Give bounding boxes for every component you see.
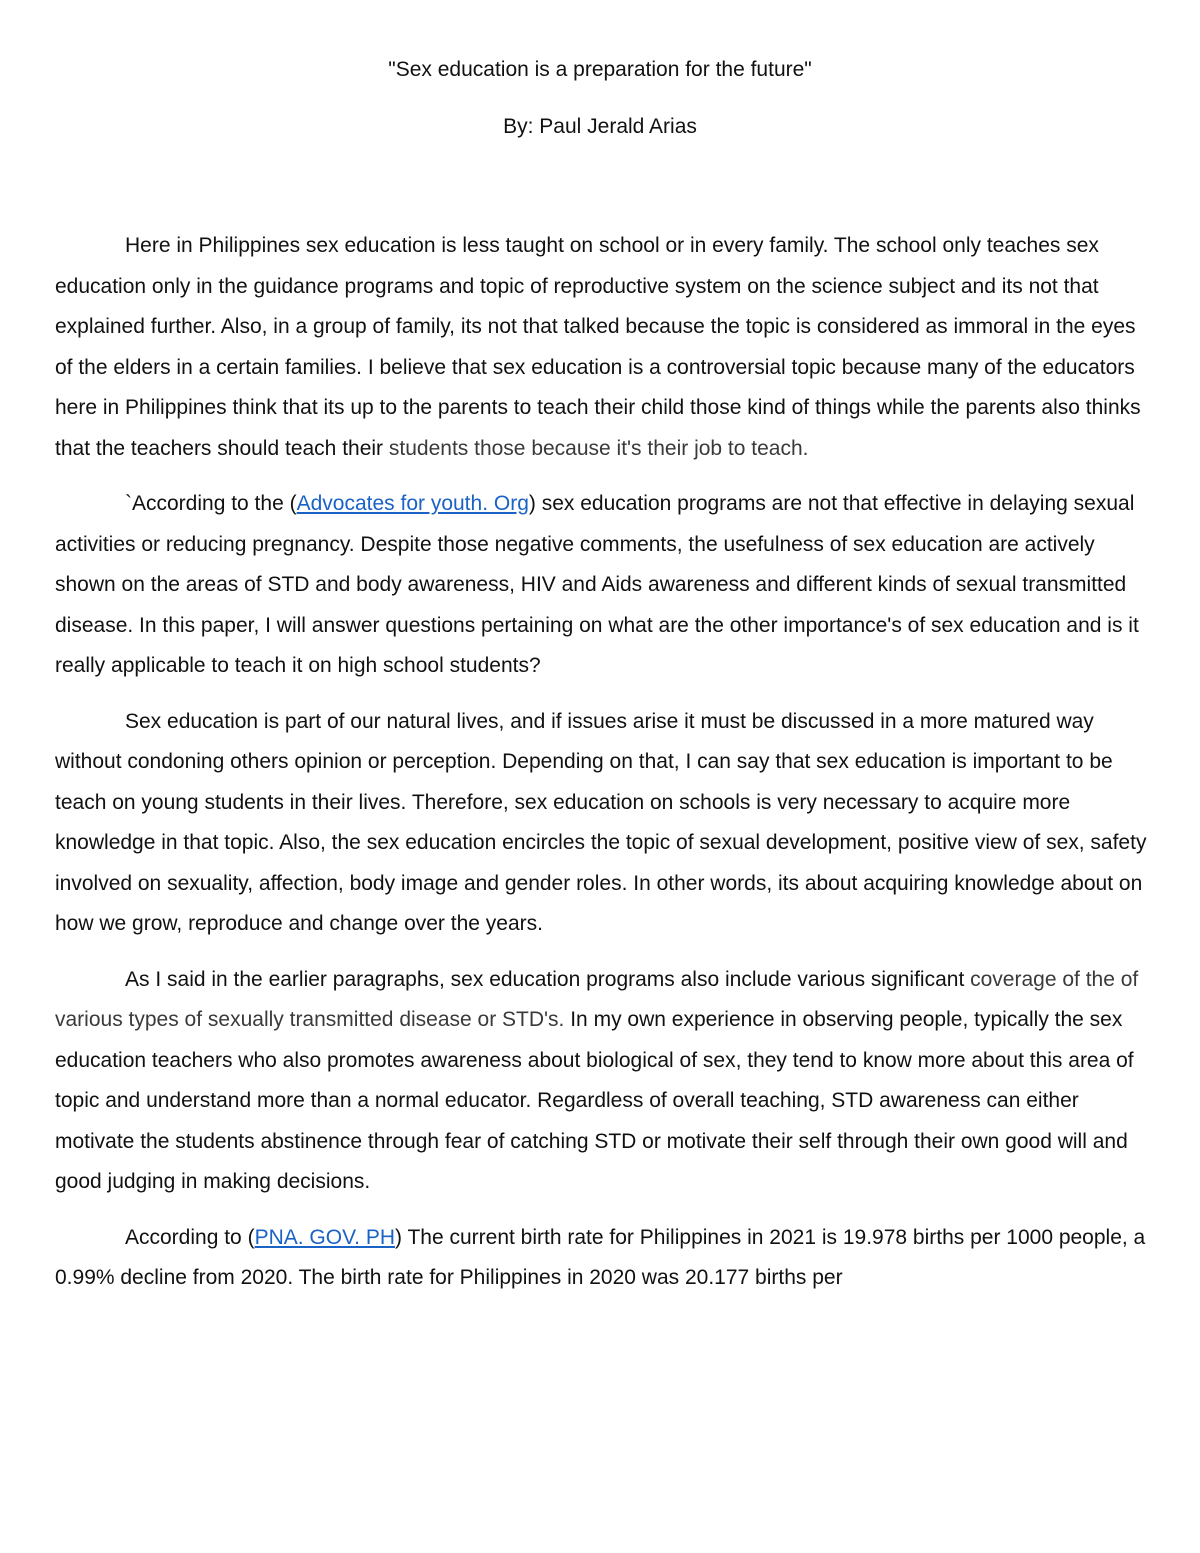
- paragraph-4: [55, 960, 1150, 1203]
- paragraph-5: [55, 1218, 1150, 1299]
- paragraph-1-text: Here in Philippines sex education is less taught on school or in every family. The school only teaches sex education only in the guidance programs and topic of reproductive system on the science subject and its not that explained further. Also, in a group of family, its not that talked because the topic is considered as immoral in the eyes of the elders in a certain families. I believe that sex education is a controversial topic because many of the educators here in Philippines think that its up to the parents to teach their child those kind of things while the parents also thinks that the teachers should teach their: [55, 234, 1141, 460]
- essay-title: "Sex education is a preparation for the future": [388, 58, 812, 81]
- author-byline: By: Paul Jerald Arias: [503, 115, 697, 138]
- paragraph-1-tail: students those because it's their job to teach.: [388, 436, 809, 460]
- paragraph-5-text: ) The current birth rate for Philippines in 2021 is 19.978 births per 1000 people, a 0.99% decline from 2020. The birth rate for Philippines in 2020 was 20.177 births per: [55, 1225, 1146, 1289]
- paragraph-3-text: Sex education is part of our natural lives, and if issues arise it must be discussed in a more matured way without condoning others opinion or perception. Depending on that, I can say that sex education is important to be teach on young students in their lives. Therefore, sex education on schools is very necessary to acquire more knowledge in that topic. Also, the sex education encircles the topic of sexual development, positive view of sex, safety involved on sexuality, affection, body image and gender roles. In other words, its about acquiring knowledge about on how we grow, reproduce and change over the years.: [55, 709, 1147, 935]
- essay-body: [55, 226, 1150, 1314]
- pna-gov-ph-link[interactable]: PNA. GOV. PH: [254, 1225, 395, 1249]
- paragraph-4-lite: coverage of the of various types of sexually transmitted disease or STD's.: [55, 967, 1139, 1031]
- paragraph-2-text: ) sex education programs are not that effective in delaying sexual activities or reducing pregnancy. Despite those negative comments, the usefulness of sex education are actively shown on the areas of STD and body awareness, HIV and Aids awareness and different kinds of sexual transmitted disease. In this paper, I will answer questions pertaining on what are the other importance's of sex education and is it really applicable to teach it on high school students?: [55, 492, 1139, 677]
- paragraph-2-lead: `According to the (: [125, 492, 297, 515]
- paragraph-3: [55, 702, 1150, 945]
- paragraph-1: [55, 226, 1150, 469]
- paragraph-4-head: As I said in the earlier paragraphs, sex education programs also include various significant: [125, 967, 971, 991]
- paragraph-4-rest: In my own experience in observing people, typically the sex education teachers who also promotes awareness about biological of sex, they tend to know more about this area of topic and understand more than a normal educator. Regardless of overall teaching, STD awareness can either motivate the students abstinence through fear of catching STD or motivate their self through their own good will and good judging in making decisions.: [55, 1008, 1134, 1193]
- advocates-for-youth-link[interactable]: Advocates for youth. Org: [296, 492, 529, 515]
- paragraph-2: [55, 484, 1150, 687]
- paragraph-5-lead: According to (: [125, 1225, 255, 1249]
